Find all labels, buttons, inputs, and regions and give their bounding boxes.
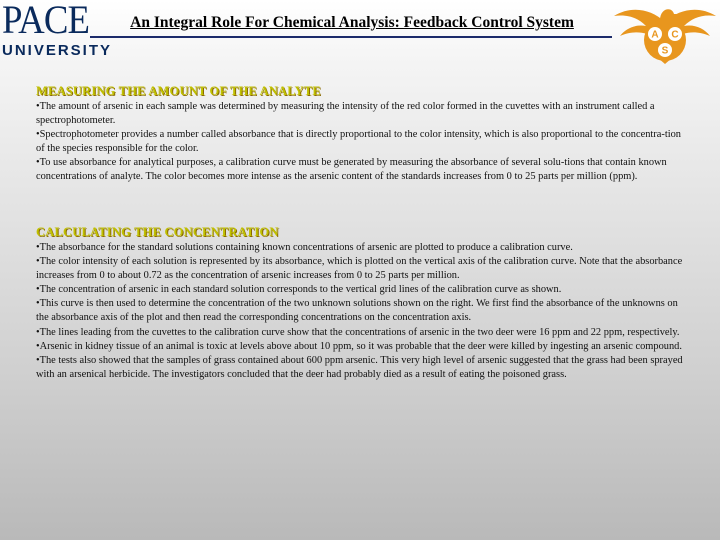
acs-eagle-logo xyxy=(610,0,720,64)
bullet-paragraph: •The color intensity of each solution is represented by its absorbance, which is plotted on the vertical axis of the calibration curve. Note that the absorbance increases from 0 to about 0.72 as the concentration of arsenic increases from 0 to 25 parts per million. xyxy=(36,256,683,282)
title-rule xyxy=(90,36,612,38)
eagle-emblem-icon xyxy=(610,0,720,64)
logo-university-wordmark: UNIVERSITY xyxy=(2,42,113,59)
section-heading-measuring: MEASURING THE AMOUNT OF THE ANALYTE xyxy=(36,84,321,98)
bullet-paragraph: •The amount of arsenic in each sample was determined by measuring the intensity of the red color formed in the cuvettes with an instrument called a spectrophotometer. xyxy=(36,101,655,127)
bullet-paragraph: •This curve is then used to determine the concentration of the two unknown solutions shown on the right. We first find the absorbance of the unknowns on the absorbance axis of the plot and then read the corresponding concentrations on the concentration axis. xyxy=(36,298,678,324)
bullet-paragraph: •The tests also showed that the samples of grass contained about 600 ppm arsenic. This very high level of arsenic suggested that the grass had been sprayed with an arsenical herbicide. The investigators concluded that the deer had probably died as a result of eating the poisoned grass. xyxy=(36,354,683,380)
bullet-paragraph: •Arsenic in kidney tissue of an animal is toxic at levels above about 10 ppm, so it was probable that the deer were killed by ingesting an arsenic compound. xyxy=(36,340,682,352)
slide-title: An Integral Role For Chemical Analysis: Feedback Control System xyxy=(130,14,574,31)
eagle-tail xyxy=(658,58,672,64)
bullet-paragraph: •The absorbance for the standard solutions containing known concentrations of arsenic are plotted to produce a calibration curve. xyxy=(36,242,573,253)
emblem-letter-a: A xyxy=(651,29,659,41)
emblem-letter-s: S xyxy=(661,45,669,57)
bullet-paragraph: •Spectrophotometer provides a number called absorbance that is directly proportional to the color intensity, which is also proportional to the concentra-tion of the species responsible for the color. xyxy=(36,129,681,155)
section-body-measuring xyxy=(36,100,684,185)
bullet-paragraph: •The concentration of arsenic in each standard solution corresponds to the vertical grid lines of the calibration curve as shown. xyxy=(36,284,562,296)
logo-pace-wordmark: PACE xyxy=(2,0,90,42)
emblem-letter-c: C xyxy=(671,29,679,41)
bullet-paragraph: •To use absorbance for analytical purposes, a calibration curve must be generated by measuring the absorbance of several solu-tions that contain known concentrations of analyte. The color becomes more intense as the arsenic content of the standards increases from 0 to 25 parts per million (ppm). xyxy=(36,157,667,183)
section-heading-calculating: CALCULATING THE CONCENTRATION xyxy=(36,225,279,239)
section-body-calculating xyxy=(36,241,684,382)
pace-university-logo xyxy=(0,0,113,64)
bullet-paragraph: •The lines leading from the cuvettes to the calibration curve show that the concentrations of arsenic in the two deer were 16 ppm and 22 ppm, respectively. xyxy=(36,326,680,338)
